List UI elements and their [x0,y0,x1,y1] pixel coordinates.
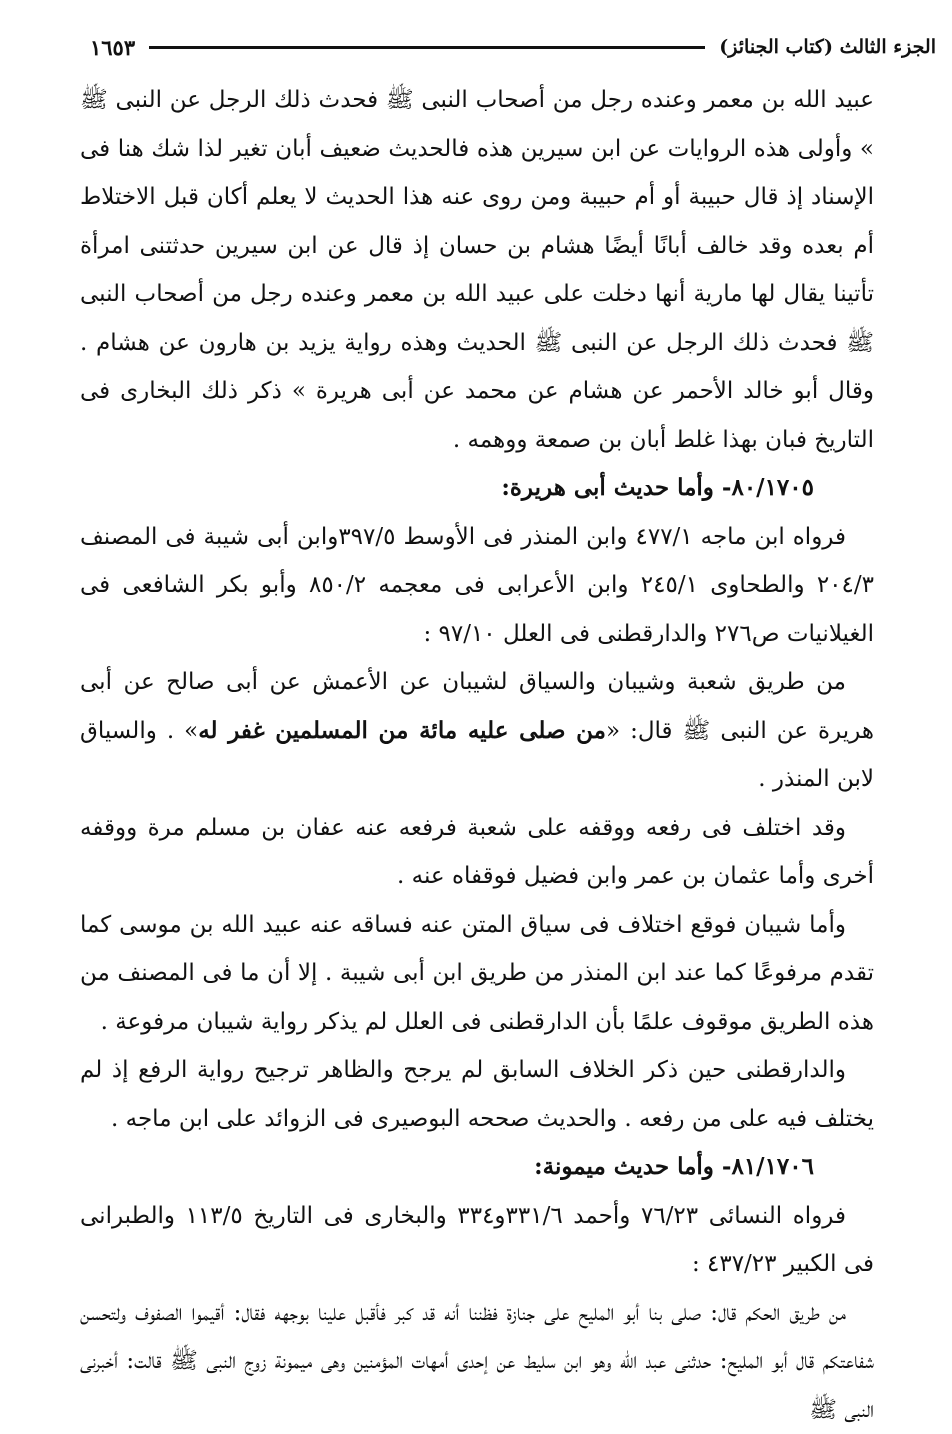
paragraph-2: فرواه ابن ماجه ٤٧٧/١ وابن المنذر فى الأوسط ٣٩٧/٥وابن أبى شيبة فى المصنف ٢٠٤/٣ والطحاوى ٢٤٥/١ وابن الأعرابى فى معجمه ٨٥٠/٢ وأبو بكر الشافعى فى الغيلانيات ص٢٧٦ والدارقطنى فى العلل ٩٧/١٠ : [80,513,874,659]
paragraph-3 [80,658,874,804]
section-heading-abu-hurayra: ٨٠/١٧٠٥- وأما حديث أبى هريرة: [80,464,874,513]
hadith-quote: من صلى عليه مائة من المسلمين غفر له [198,717,606,744]
paragraph-4: وقد اختلف فى رفعه ووقفه على شعبة فرفعه عنه عفان بن مسلم مرة ووقفه أخرى وأما عثمان بن عمر وابن فضيل فوقفاه عنه . [80,804,874,901]
paragraph-8: من طريق الحكم قال: صلى بنا أبو المليح على جنازة فظننا أنه قد كبر فأقبل علينا بوجهه فقال: أقيموا الصفوف ولتحسن شفاعتكم قال أبو المليح: حدثنى عبد الله وهو ابن سليط عن إحدى أمهات المؤمنين وهى ميمونة زوج النبى ﷺ قالت: أخبرنى النبى ﷺ [80,1289,874,1434]
paragraph-6: والدارقطنى حين ذكر الخلاف السابق لم يرجح والظاهر ترجيح رواية الرفع إذ لم يختلف فيه على من رفعه . والحديث صححه البوصيرى فى الزوائد على ابن ماجه . [80,1046,874,1143]
paragraph-5: وأما شيبان فوقع اختلاف فى سياق المتن عنه فساقه عنه عبيد الله بن موسى كما تقدم مرفوعًا كما عند ابن المنذر من طريق ابن أبى شيبة . إلا أن ما فى المصنف من هذه الطريق موقوف علمًا بأن الدارقطنى فى العلل لم يذكر رواية شيبان مرفوعة . [80,901,874,1047]
header-title: الجزء الثالث (كتاب الجنائز) [719,36,936,58]
body-text [80,76,874,1434]
section-heading-maymuna: ٨١/١٧٠٦- وأما حديث ميمونة: [80,1143,874,1192]
paragraph-7: فرواه النسائى ٧٦/٢٣ وأحمد ٣٣١/٦و٣٣٤ والبخارى فى التاريخ ١١٣/٥ والطبرانى فى الكبير ٤٣٧/٢٣ : [80,1192,874,1289]
paragraph-1: عبيد الله بن معمر وعنده رجل من أصحاب النبى ﷺ فحدث ذلك الرجل عن النبى ﷺ » وأولى هذه الروايات عن ابن سيرين هذه فالحديث ضعيف أبان تغير لذا شك هنا فى الإسناد إذ قال حبيبة أو أم حبيبة ومن روى عنه هذا الحديث لا يعلم أكان قبل الاختلاط أم بعده وقد خالف أبانًا أيضًا هشام بن حسان إذ قال عن ابن سيرين حدثتنى امرأة تأتينا يقال لها مارية أنها دخلت على عبيد الله بن معمر وعنده رجل من أصحاب النبى ﷺ فحدث ذلك الرجل عن النبى ﷺ الحديث وهذه رواية يزيد بن هارون عن هشام . وقال أبو خالد الأحمر عن هشام عن محمد عن أبى هريرة » ذكر ذلك البخارى فى التاريخ فبان بهذا غلط أبان بن صمعة ووهمه . [80,76,874,464]
header-rule [149,46,705,49]
page-number: ١٦٥٣ [90,35,135,60]
running-header [90,28,936,66]
paragraph-3-start: من طريق شعبة وشيبان والسياق لشيبان عن الأعمش عن أبى صالح عن أبى هريرة عن النبى ﷺ قال: « [80,669,874,744]
paragraph-3-end: » . والسياق لابن المنذر . [80,718,874,793]
